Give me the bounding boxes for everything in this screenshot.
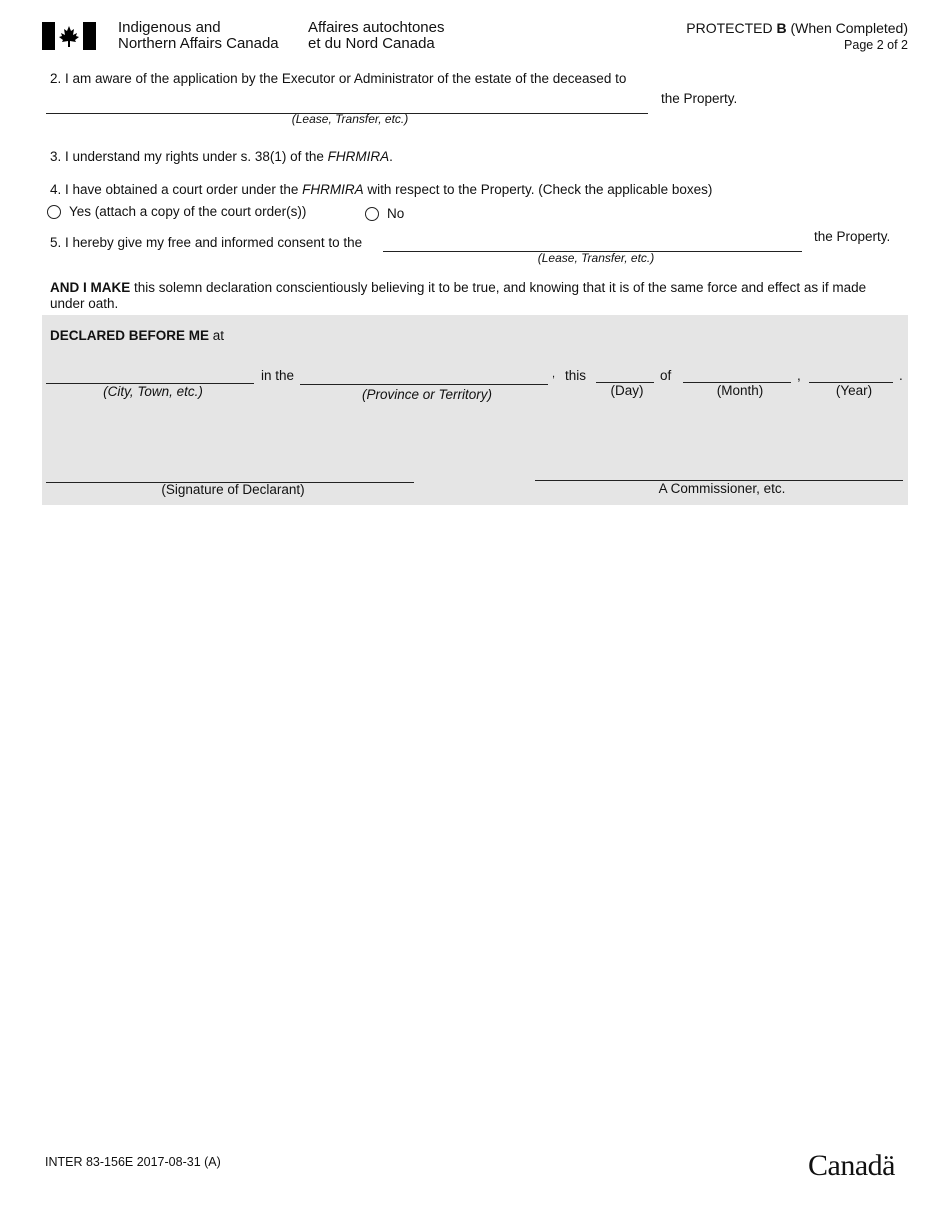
item3-act: FHRMIRA (327, 149, 390, 164)
canada-flag-icon (42, 22, 96, 50)
this-label: this (565, 368, 587, 383)
item5-suffix: the Property. (814, 229, 891, 244)
court-order-yes-radio[interactable] (47, 205, 61, 219)
item2-suffix: the Property. (661, 91, 738, 106)
month-field[interactable] (683, 364, 791, 383)
court-order-no-label: No (387, 206, 405, 221)
declaration-line2: under oath. (50, 296, 119, 311)
dept-en-line1: Indigenous and (118, 19, 221, 36)
declaration-rest-line1: this solemn declaration conscientiously believing it to be true, and knowing that it is of the same force and effect as if made (130, 280, 867, 295)
item4-suffix: with respect to the Property. (Check the applicable boxes) (363, 182, 713, 197)
dept-fr-line2: et du Nord Canada (308, 35, 435, 52)
signature-label: (Signature of Declarant) (161, 482, 305, 497)
day-hint: (Day) (610, 383, 644, 398)
province-field[interactable] (300, 366, 548, 385)
year-hint: (Year) (835, 383, 873, 398)
canada-wordmark: Canadä (808, 1149, 895, 1182)
item2-text: 2. I am aware of the application by the Executor or Administrator of the estate of the deceased to (50, 71, 627, 86)
protected-label (686, 20, 908, 36)
form-id: INTER 83-156E 2017-08-31 (A) (45, 1155, 221, 1169)
item2-hint: (Lease, Transfer, etc.) (291, 112, 409, 126)
department-name-en (118, 20, 279, 52)
declared-at: at (209, 328, 225, 343)
month-hint: (Month) (716, 383, 764, 398)
item4-text (50, 182, 712, 198)
protected-suffix: (When Completed) (786, 20, 908, 36)
declaration-bold: AND I MAKE (50, 280, 131, 295)
city-hint: (City, Town, etc.) (103, 384, 203, 399)
dept-en-line2: Northern Affairs Canada (118, 35, 279, 52)
dept-fr-line1: Affaires autochtones (308, 19, 445, 36)
year-field[interactable] (809, 364, 893, 383)
city-field[interactable] (46, 365, 254, 384)
department-name-fr (308, 20, 444, 52)
period: . (899, 368, 903, 383)
item3-suffix: . (389, 149, 393, 164)
court-order-no-radio[interactable] (365, 207, 379, 221)
protected-prefix: PROTECTED (686, 20, 777, 36)
declared-before-me-heading (50, 328, 224, 344)
comma-1: , (552, 368, 556, 380)
declaration-text (50, 280, 866, 312)
province-hint: (Province or Territory) (361, 387, 493, 402)
item3-text (50, 149, 393, 165)
item4-prefix: 4. I have obtained a court order under the (50, 182, 303, 197)
page-number: Page 2 of 2 (844, 38, 908, 52)
day-field[interactable] (596, 364, 654, 383)
of-label: of (660, 368, 672, 383)
item5-consent-type-field[interactable] (383, 233, 802, 252)
comma-2: , (797, 368, 801, 383)
declared-bold: DECLARED BEFORE ME (50, 328, 210, 343)
protected-level: B (776, 20, 787, 36)
in-the-label: in the (261, 368, 295, 383)
item5-text: 5. I hereby give my free and informed consent to the (50, 235, 363, 250)
government-logo (42, 22, 96, 50)
item5-hint: (Lease, Transfer, etc.) (537, 251, 655, 265)
item3-prefix: 3. I understand my rights under s. 38(1) of the (50, 149, 328, 164)
declaration-line1 (50, 280, 866, 296)
item4-act: FHRMIRA (302, 182, 364, 197)
court-order-yes-label: Yes (attach a copy of the court order(s)) (69, 204, 307, 219)
commissioner-label: A Commissioner, etc. (658, 481, 786, 496)
